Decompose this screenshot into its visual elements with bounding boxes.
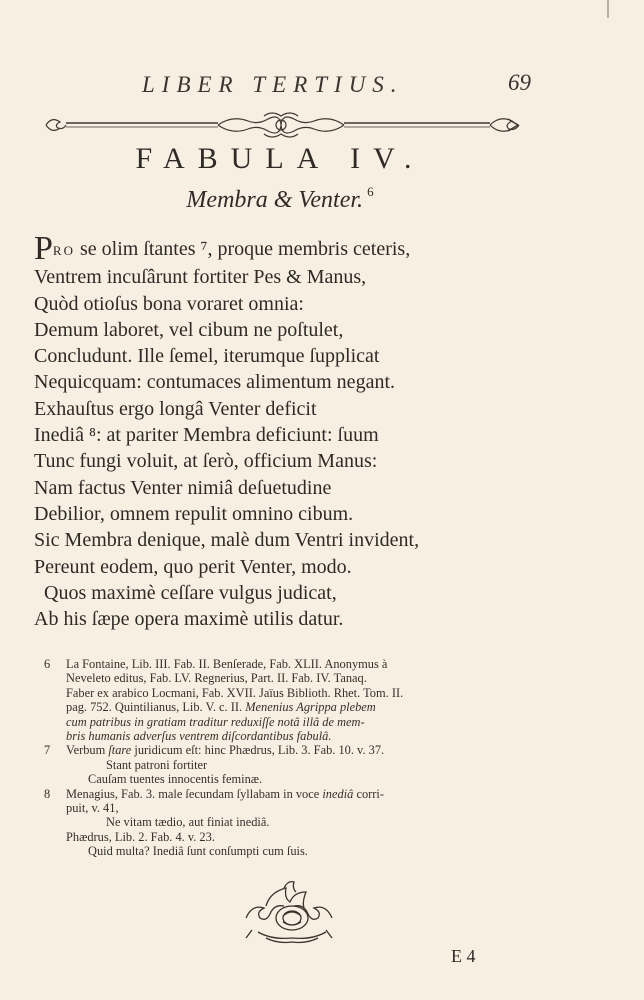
verse-line: Concludunt. Ille ſemel, iterumque ſupplicat — [34, 345, 380, 368]
verse-text: se olim ſtantes ⁷, proque membris ceteris, — [74, 238, 411, 260]
margin-mark — [607, 0, 609, 18]
footnote-line — [44, 715, 538, 729]
verse-line: Exhauſtus ergo longâ Venter deficit — [34, 397, 317, 420]
footnote-italic: ſtare — [108, 743, 132, 758]
footnote-text: La Fontaine, Lib. III. Fab. II. Benſerade, Fab. XLII. Anonymus à — [66, 657, 388, 671]
footnote — [44, 657, 538, 671]
poem-body — [34, 230, 514, 632]
vignette-ornament — [236, 878, 342, 950]
running-head: LIBER TERTIUS. — [142, 72, 404, 97]
footnote-line: puit, v. 41, — [66, 801, 119, 816]
footnote-italic: bris humanis adverſus ventrem diſcordantibus fabulâ. — [66, 729, 332, 744]
footnote-quote: Quid multa? Inediâ ſunt conſumpti cum ſuis. — [88, 844, 308, 859]
subtitle-text: Membra & Venter. — [186, 187, 364, 213]
footnote — [44, 743, 538, 757]
small-caps: RO — [52, 243, 75, 258]
footnote-text: Verbum — [66, 743, 109, 758]
footnote-italic: Menenius Agrippa plebem — [245, 700, 376, 715]
footnote-line: Faber ex arabico Locmani, Fab. XVII. Jaïus Biblioth. Rhet. Tom. II. — [66, 685, 404, 700]
footnote-line: Phædrus, Lib. 2. Fab. 4. v. 23. — [66, 829, 215, 844]
footnote-text: Menagius, Fab. 3. male ſecundam ſyllabam in voce — [66, 786, 323, 801]
footnote-marker: 7 — [44, 743, 51, 758]
footnotes — [44, 657, 538, 859]
page-number: 69 — [508, 70, 531, 95]
verse-line: Debilior, omnem repulit omnino cibum. — [34, 502, 354, 525]
footnote-text: corri- — [353, 786, 384, 801]
footnote-marker: 8 — [44, 786, 51, 801]
signature-mark: E 4 — [451, 946, 476, 966]
verse-line — [34, 230, 514, 267]
moral-line: Quos maximè ceſſare vulgus judicat, — [44, 581, 337, 604]
footnote-line: Neveleto editus, Fab. LV. Regnerius, Part. II. Fab. IV. Tanaq. — [66, 671, 367, 686]
ornamental-header-rule — [38, 108, 524, 142]
footnote-quote: Ne vitam tædio, aut finiat inediâ. — [106, 815, 270, 830]
verse-line: Sic Membra denique, malè dum Ventri invident, — [34, 529, 420, 552]
footnote-ref: 6 — [367, 184, 374, 199]
verse-line: Ventrem incuſârunt fortiter Pes & Manus, — [34, 266, 367, 289]
footnote-text: juridicum eſt: hinc Phædrus, Lib. 3. Fab. 10. v. 37. — [131, 743, 385, 758]
verse-line: Tunc fungi voluit, at ſerò, officium Manus: — [34, 450, 378, 473]
verse-line: Nequicquam: contumaces alimentum negant. — [34, 371, 395, 394]
footnote-italic: inediâ — [322, 786, 354, 801]
verse-line: Quòd otioſus bona voraret omnia: — [34, 292, 304, 315]
footnote-italic: cum patribus in gratiam traditur reduxiſſe notâ illâ de mem- — [66, 714, 365, 729]
footnote-marker: 6 — [44, 657, 51, 671]
footnote-text: pag. 752. Quintilianus, Lib. V. c. II. — [66, 700, 243, 715]
drop-cap: P — [34, 230, 53, 267]
footnote-line — [44, 729, 538, 743]
footnote-line — [44, 700, 538, 714]
footnote — [44, 787, 538, 801]
verse-line: Nam factus Venter nimiâ deſuetudine — [34, 476, 332, 499]
verse-line: Pereunt eodem, quo perit Venter, modo. — [34, 555, 352, 578]
verse-line: Inediâ ⁸: at pariter Membra deficiunt: ſuum — [34, 424, 379, 447]
moral-line: Ab his ſæpe opera maximè utilis datur. — [34, 608, 344, 631]
fable-title: FABULA IV. — [135, 142, 425, 175]
verse-line: Demum laboret, vel cibum ne poſtulet, — [34, 318, 344, 341]
footnote-quote: Stant patroni fortiter — [106, 757, 208, 772]
fable-subtitle — [0, 186, 560, 214]
footnote-quote: Cauſam tuentes innocentis feminæ. — [88, 772, 263, 787]
